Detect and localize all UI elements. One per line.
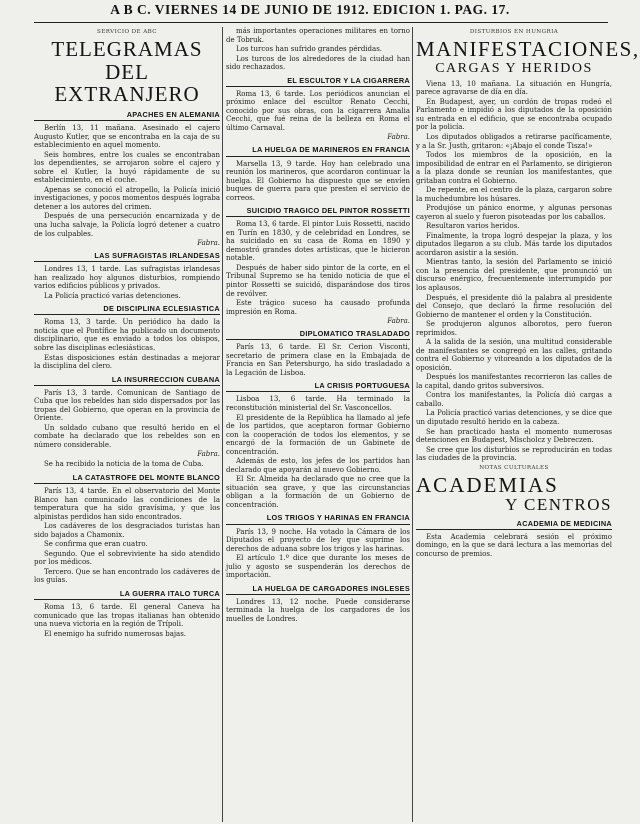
article-subhead: DE DISCIPLINA ECLESIASTICA xyxy=(34,304,220,315)
article-paragraph: Los cadáveres de los desgraciados turistas han sido bajados a Chamonix. xyxy=(34,522,220,539)
article-paragraph: Berlín 13, 11 mañana. Asesinado el cajero Augusto Kutler, que se encontraba en la caja de su establecimiento en aquel momento. xyxy=(34,124,220,150)
headline: ACADEMIAS xyxy=(416,472,559,497)
article-paragraph: Un soldado cubano que resultó herido en el combate ha declarado que los rebeldes son en número considerable. xyxy=(34,423,220,449)
article-subhead: DIPLOMATICO TRASLADADO xyxy=(226,329,410,340)
section-kicker: SERVICIO DE ABC xyxy=(97,29,157,35)
article-paragraph: El Sr. Almeida ha declarado que no cree que la situación sea grave, y que las circunstancias obligan a la formación de un Gobierno de concentración. xyxy=(226,475,410,509)
article-signature: Fabra. xyxy=(387,317,410,326)
article-paragraph: Los diputados obligados a retirarse pacíficamente, y a la Sr. Justh, gritaron: «¡Abajo el conde Tisza!» xyxy=(416,132,612,150)
article-paragraph: París 13, 4 tarde. En el observatorio del Monte Blanco han comunicado las condiciones de la temperatura que ha sido gravísima, y que los alpinistas perdidos han sido encontrados. xyxy=(34,487,220,521)
article-subhead: LA GUERRA ITALO TURCA xyxy=(34,589,220,600)
article-subhead: APACHES EN ALEMANIA xyxy=(34,110,220,121)
headline-second-line: CARGAS Y HERIDOS xyxy=(435,60,593,76)
article-paragraph: Se han practicado hasta el momento numerosas detenciones en Budapest, Mischolcz y Debreczen. xyxy=(416,427,612,445)
article-paragraph: La Policía practicó varias detenciones. xyxy=(44,291,181,300)
article-paragraph: De repente, en el centro de la plaza, cargaron sobre la muchedumbre los húsares. xyxy=(416,186,612,203)
article-subhead: LAS SUFRAGISTAS IRLANDESAS xyxy=(34,251,220,262)
article-paragraph: Después de una persecución encarnizada y de una lucha salvaje, la Policía logró detener a cuatro de los culpables. xyxy=(34,212,220,238)
article-paragraph: más importantes operaciones militares en torno de Tobruk. xyxy=(226,27,410,44)
article-subhead: LA CRISIS PORTUGUESA xyxy=(226,381,410,392)
article-subhead: LA HUELGA DE MARINEROS EN FRANCIA xyxy=(226,145,410,156)
column-3 xyxy=(416,27,640,822)
article-paragraph: Roma 13, 6 tarde. El pintor Luis Rossetti, nacido en Turín en 1830, y de celebridad en Londres, se ha suicidado en su casa de Roma en 1890 y demostró grandes dotes artísticas, que le hicieron notable. xyxy=(226,220,410,263)
article-subhead: LA HUELGA DE CARGADORES INGLESES xyxy=(226,584,410,595)
article-paragraph: El presidente de la República ha llamado al jefe de los partidos, que aceptaron formar Gobierno con la cooperación de todos los elementos, y se encargó de la formación de un Gabinete de concentración. xyxy=(226,413,410,456)
article-paragraph: Resultaron varios heridos. xyxy=(426,222,520,231)
section-kicker: DISTURBIOS EN HUNGRIA xyxy=(469,29,559,35)
article-signature: Fabra. xyxy=(387,133,410,142)
masthead-rule xyxy=(34,22,608,23)
article-paragraph: París 13, 6 tarde. El Sr. Cerion Visconti, secretario de primera clase en la Embajada de Francia en San Petersburgo, ha sido trasladado a la Legación de Lisboa. xyxy=(226,343,410,377)
article-paragraph: Los turcos han sufrido grandes pérdidas. xyxy=(236,45,383,54)
article-paragraph: Los turcos de los alrededores de la ciudad han sido rechazados. xyxy=(226,54,410,72)
article-paragraph: Roma 13, 6 tarde. Los periódicos anuncian el próximo enlace del escultor Renato Cecchi, conocido por sus obras, con la cigarrera Amalia Cecchi, que fué reina de la belleza en Roma el último Carnaval. xyxy=(226,89,410,132)
article-subhead: EL ESCULTOR Y LA CIGARRERA xyxy=(226,76,410,87)
article-paragraph: Se cree que los disturbios se reproducirán en todas las ciudades de la provincia. xyxy=(416,445,612,463)
article-paragraph: Londres 13, 1 tarde. Las sufragistas irlandesas han realizado hoy algunos disturbios, rompiendo varios edificios públicos y privados. xyxy=(34,265,220,291)
article-paragraph: La Policía practicó varias detenciones, y se dice que un diputado resultó herido en la cabeza. xyxy=(416,409,612,426)
article-paragraph: Se ha recibido la noticia de la toma de Cuba. xyxy=(44,460,204,469)
article-paragraph: El artículo 1.º dice que durante los meses de julio y agosto se suspenderán los derechos de importación. xyxy=(226,554,410,580)
article-paragraph: Roma 13, 6 tarde. El general Caneva ha comunicado que las tropas italianas han obtenido una nueva victoria en la región de Trípoli. xyxy=(34,602,220,629)
article-paragraph: Estas disposiciones están destinadas a mejorar la disciplina del clero. xyxy=(34,353,220,371)
headline-second-line: DEL EXTRANJERO xyxy=(54,59,200,107)
article-paragraph: Después los manifestantes recorrieron las calles de la capital, dando gritos subversivos. xyxy=(416,373,612,390)
article-paragraph: En Budapest, ayer, un cordón de tropas rodeó el Parlamento e impidió a los diputados de la oposición su entrada en el edificio, que se encontraba ocupado por la policía. xyxy=(416,97,612,132)
article-signature: Fabra. xyxy=(197,239,220,248)
masthead: A B C. VIERNES 14 DE JUNIO DE 1912. EDICION 1. PAG. 17. xyxy=(110,2,510,17)
article-paragraph: Todos los miembros de la oposición, en la imposibilidad de entrar en el Parlamento, se dirigieron a la plaza donde se reunían los manifestantes, que gritaban contra el Gobierno. xyxy=(416,151,612,185)
column-1 xyxy=(34,27,220,822)
article-paragraph: Lisboa 13, 6 tarde. Ha terminado la reconstitución ministerial del Sr. Vasconcellos. xyxy=(226,395,410,413)
article-subhead: LOS TRIGOS Y HARINAS EN FRANCIA xyxy=(226,513,410,524)
article-subhead: LA INSURRECCION CUBANA xyxy=(34,375,220,386)
article-paragraph: Viena 13, 10 mañana. La situación en Hungría, parece agravarse de día en día. xyxy=(416,79,612,97)
article-signature: Fabra. xyxy=(197,450,220,459)
article-paragraph: Apenas se conoció el atropello, la Policía inició investigaciones, y pocos momentos después lograba detener a los autores del crimen. xyxy=(34,185,220,211)
headline-second-line: Y CENTROS xyxy=(505,495,612,515)
article-paragraph: Esta Academia celebrará sesión el próximo domingo, en la que se dará lectura a las memorias del concurso de premios. xyxy=(416,532,612,558)
article-subhead: LA CATASTROFE DEL MONTE BLANCO xyxy=(34,473,220,484)
article-paragraph: A la salida de la sesión, una multitud considerable de manifestantes se congregó en las calles, gritando contra el Gobierno y vitoreando a los diputados de la oposición. xyxy=(416,338,612,372)
article-paragraph: Seis hombres, entre los cuales se encontraban los dependientes, se arrojaron sobre el cajero y sobre el Kutler, la huyó rápidamente de su establecimiento, en el coche. xyxy=(34,150,220,185)
headline: MANIFESTACIONES, xyxy=(416,37,640,61)
article-paragraph: Contra los manifestantes, la Policía dió cargas a caballo. xyxy=(416,391,612,408)
article-subhead: ACADEMIA DE MEDICINA xyxy=(416,519,612,530)
article-paragraph: Este trágico suceso ha causado profunda impresión en Roma. xyxy=(226,299,410,316)
article-paragraph: Produjóse un pánico enorme, y algunas personas cayeron al suelo y fueron pisoteadas por los caballos. xyxy=(416,204,612,221)
article-paragraph: Además de esto, los jefes de los partidos han declarado que apoyarán al nuevo Gobierno. xyxy=(226,457,410,474)
column-separator xyxy=(222,27,223,822)
article-paragraph: París 13, 9 noche. Ha votado la Cámara de los Diputados el proyecto de ley que suprime los derechos de aduana sobre los trigos y las harinas. xyxy=(226,527,410,553)
article-paragraph: Se confirma que eran cuatro. xyxy=(44,540,148,549)
article-paragraph: Marsella 13, 9 tarde. Hoy han celebrado una reunión los marineros, que acordaron continuar la huelga. El Gobierno ha dispuesto que se envíen buques de guerra para que presten el servicio de correos. xyxy=(226,159,410,202)
section-kicker: NOTAS CULTURALES xyxy=(479,464,549,471)
article-paragraph: Londres 13, 12 noche. Puede considerarse terminada la huelga de los cargadores de los muelles de Londres. xyxy=(226,597,410,623)
article-paragraph: Roma 13, 3 tarde. Un periódico ha dado la noticia que el Pontífice ha publicado un documento disciplinario, que es enviado a todos los obispos, sobre las disciplinas eclesiásticas. xyxy=(34,318,220,352)
article-paragraph: Después de haber sido pintor de la corte, en el Tribunal Supremo se ha tenido noticia de que el pintor Rossetti se suicidó, disparándose dos tiros de revólver. xyxy=(226,263,410,298)
article-paragraph: Después, el presidente dió la palabra al presidente del Consejo, que declaró la firme resolución del Gobierno de mantener el orden y la Constitución. xyxy=(416,293,612,319)
headline: TELEGRAMAS xyxy=(51,37,203,61)
article-paragraph: Mientras tanto, la sesión del Parlamento se inició con la presencia del presidente, que pronunció un discurso enérgico, frecuentemente interrumpido por los aplausos. xyxy=(416,258,612,292)
article-paragraph: París 13, 3 tarde. Comunican de Santiago de Cuba que los rebeldes han sido dispersados por las tropas del Gobierno, que operan en la provincia de Oriente. xyxy=(34,388,220,423)
article-paragraph: Finalmente, la tropa logró despejar la plaza, y los diputados llegaron a su club. Más tarde los diputados acordaron asistir a la sesión. xyxy=(416,231,612,257)
column-separator xyxy=(412,27,413,822)
article-subhead: SUICIDIO TRAGICO DEL PINTOR ROSSETTI xyxy=(226,206,410,217)
article-paragraph: El enemigo ha sufrido numerosas bajas. xyxy=(44,629,187,638)
column-2 xyxy=(226,27,410,822)
article-paragraph: Segundo. Que el sobreviviente ha sido atendido por los médicos. xyxy=(34,549,220,567)
article-paragraph: Se produjeron algunos alborotos, pero fueron reprimidos. xyxy=(416,320,612,337)
article-paragraph: Tercero. Que se han encontrado los cadáveres de los guías. xyxy=(34,567,220,585)
